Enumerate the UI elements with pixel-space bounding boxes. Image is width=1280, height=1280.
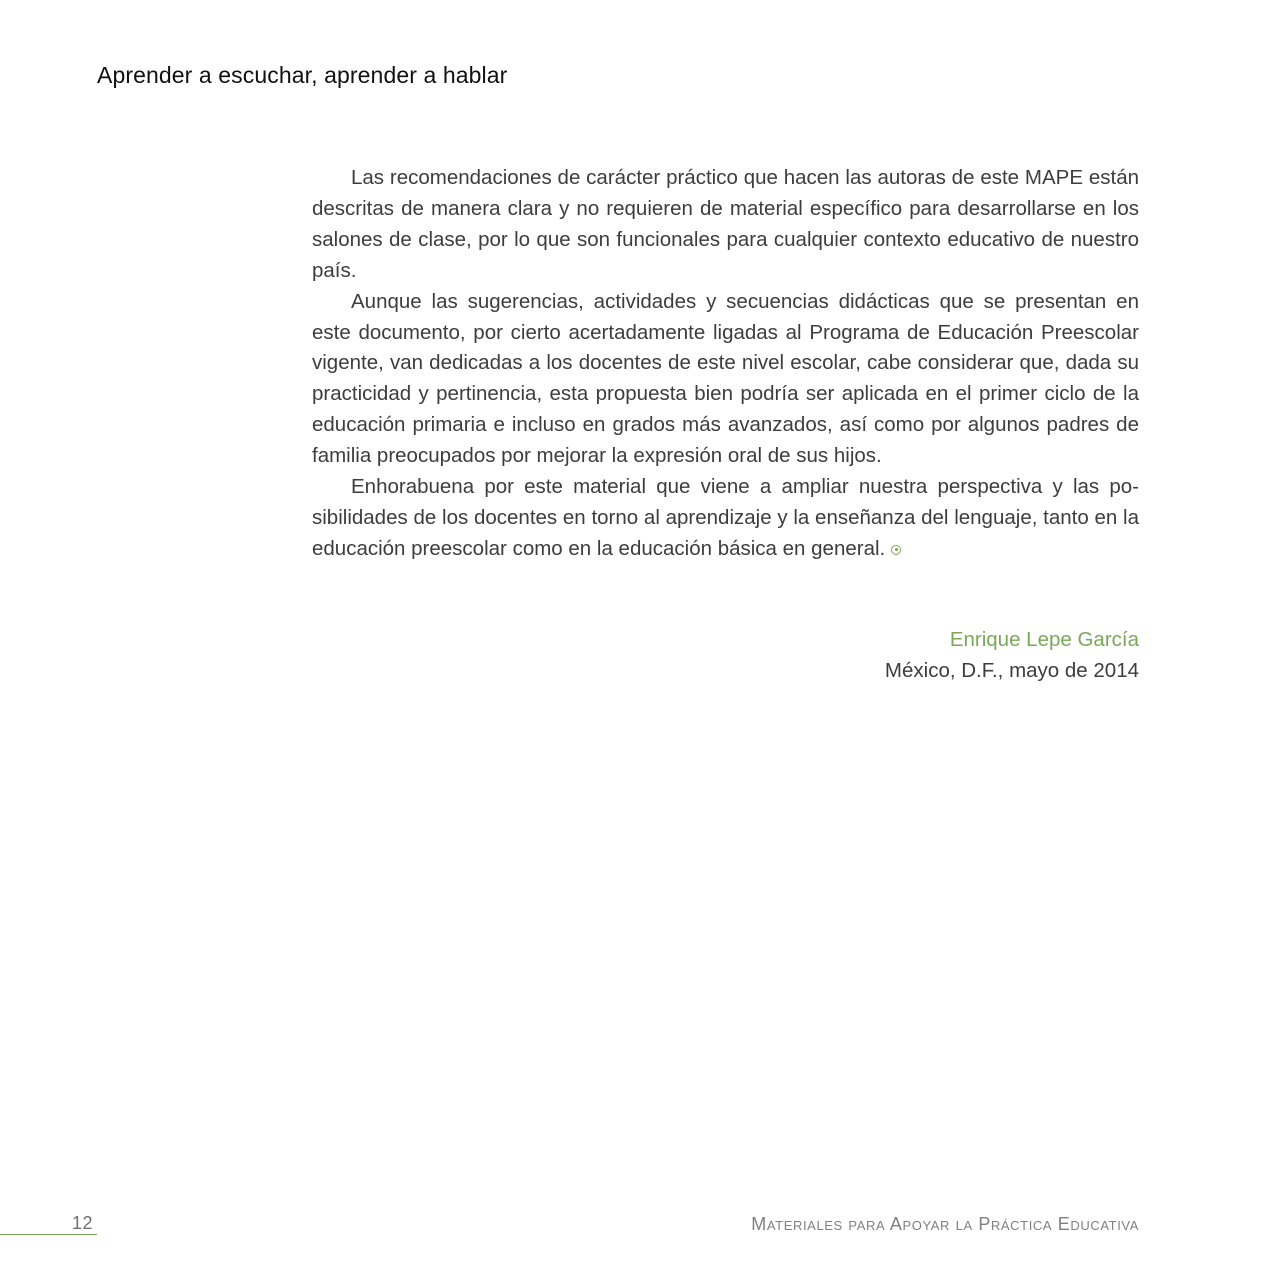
paragraph-3 — [312, 472, 1139, 565]
page-number: 12 — [72, 1213, 94, 1233]
paragraph-1: Las recomendaciones de carácter práctico que hacen las autoras de este MAPE están descritas de manera clara y no requieren de material específico para desarrollarse en los salones de clase, por lo que son funcionales para cualquier contexto educativo de nuestro país. — [312, 166, 1139, 282]
signature-block — [885, 625, 1139, 686]
footer-rule — [0, 1234, 97, 1235]
author-name: Enrique Lepe García — [949, 628, 1139, 651]
paragraph-3-text: Enhorabuena por este material que viene a ampliar nuestra perspectiva y las posibilidades de los docentes en torno al aprendizaje y la enseñanza del lenguaje, tanto en la educación preescolar como en la educación básica en general. — [312, 475, 1139, 560]
place-date: México, D.F., mayo de 2014 — [884, 658, 1139, 682]
circled-dot-icon — [891, 545, 901, 555]
series-title: Materiales para Apoyar la Práctica Educativa — [751, 1214, 1139, 1234]
paragraph-2: Aunque las sugerencias, actividades y secuencias didácticas que se presentan en este documento, por cierto acertadamente ligadas al Programa de Educación Preescolar vigente, van dedicadas a los docentes de este nivel escolar, cabe considerar que, dada su practicidad y pertinencia, esta propuesta bien podría ser aplicada en el primer ciclo de la educación primaria e incluso en grados más avanzados, así como por algunos padres de familia preocupados por mejorar la expresión oral de sus hijos. — [312, 289, 1139, 468]
running-title: Aprender a escuchar, aprender a hablar — [97, 62, 508, 88]
body-text — [312, 163, 1139, 565]
